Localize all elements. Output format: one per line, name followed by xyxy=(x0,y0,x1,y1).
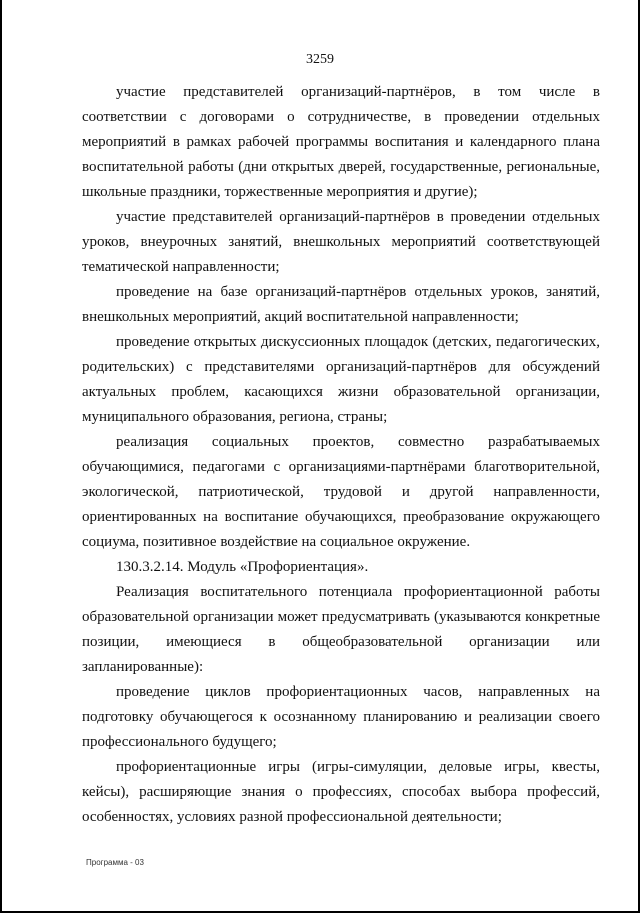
paragraph: проведение на базе организаций-партнёров отдельных уроков, занятий, внешкольных мероприятий, акций воспитательной направленности; xyxy=(82,284,600,325)
page-number: 3259 xyxy=(306,52,334,67)
paragraph: проведение открытых дискуссионных площадок (детских, педагогических, родительских) с представителями организаций-партнёров для обсуждений актуальных проблем, касающихся жизни образовательной организации, муниципального образования, региона, страны; xyxy=(82,334,600,425)
paragraph: Реализация воспитательного потенциала профориентационной работы образовательной организации может предусматривать (указываются конкретные позиции, имеющиеся в общеобразовательной организации или запланированные): xyxy=(82,584,600,675)
paragraph: реализация социальных проектов, совместно разрабатываемых обучающимися, педагогами с организациями-партнёрами благотворительной, экологической, патриотической, трудовой и другой направленности, ориентированных на воспитание обучающихся, преобразование окружающего социума, позитивное воздействие на социальное окружение. xyxy=(82,434,600,550)
paragraph: участие представителей организаций-партнёров, в том числе в соответствии с договорами о сотрудничестве, в проведении отдельных мероприятий в рамках рабочей программы воспитания и календарного плана воспитательной работы (дни открытых дверей, государственные, региональные, школьные праздники, торжественные мероприятия и другие); xyxy=(82,84,600,200)
footer-label: Программа - 03 xyxy=(86,858,144,867)
paragraph: участие представителей организаций-партнёров в проведении отдельных уроков, внеурочных занятий, внешкольных мероприятий соответствующей тематической направленности; xyxy=(82,209,600,275)
paragraph: профориентационные игры (игры-симуляции, деловые игры, квесты, кейсы), расширяющие знания о профессиях, способах выбора профессий, особенностях, условиях разной профессиональной деятельности; xyxy=(82,759,600,825)
section-heading: 130.3.2.14. Модуль «Профориентация». xyxy=(116,559,369,575)
paragraph: проведение циклов профориентационных часов, направленных на подготовку обучающегося к осознанному планированию и реализации своего профессионального будущего; xyxy=(82,684,600,750)
document-body xyxy=(82,80,600,830)
